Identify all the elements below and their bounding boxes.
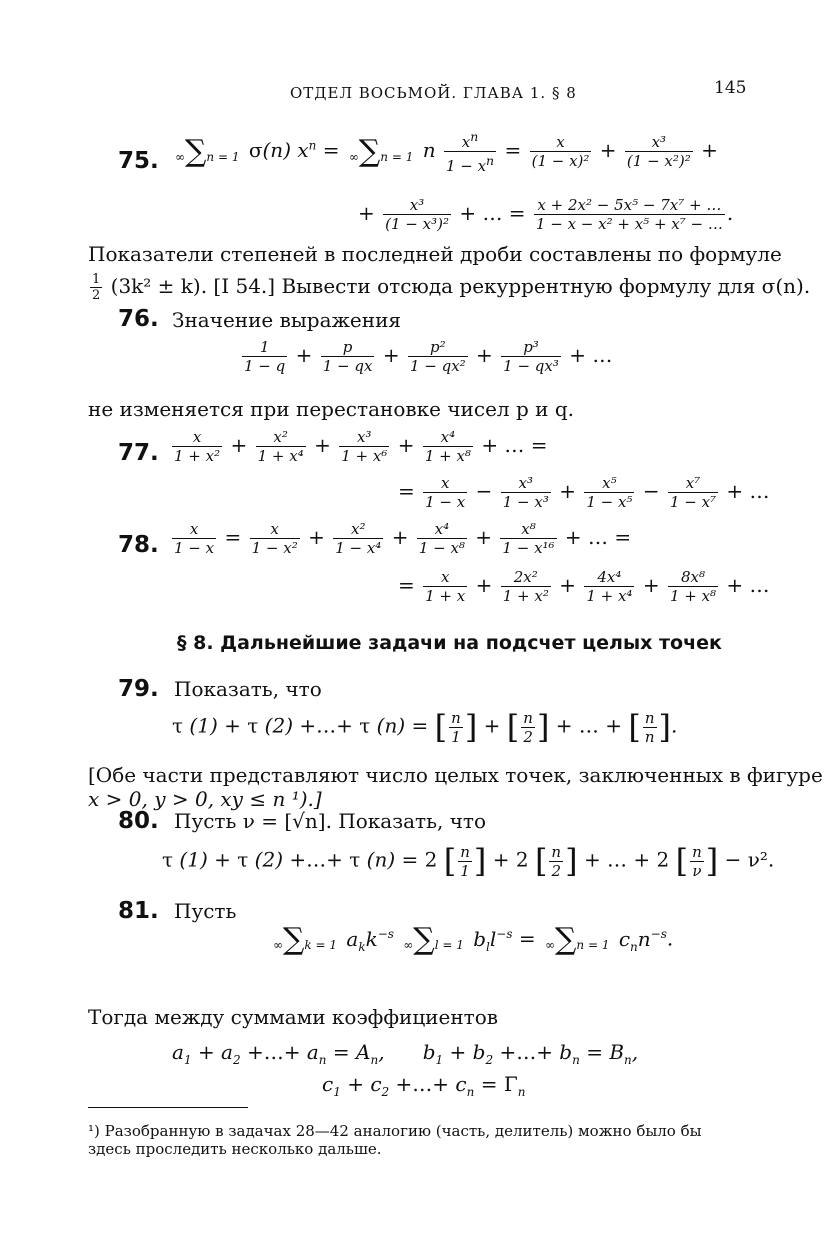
problem-79-note-1: [Обе части представляют число целых точек, заключенных в фигуре — [88, 763, 823, 787]
problem-76-number: 76. — [118, 306, 159, 332]
problem-81-sums-1: $a_1 + a_2$ +…+ $a_n = A_n$, $b_1 + b_2$ +…+ $b_n = B_n$, — [172, 1040, 639, 1067]
problem-75-text-2-row: $\frac{1}{2}$ (3k² ± k). [I 54.] Вывести отсюда рекуррентную формулу для σ(n). — [92, 272, 811, 303]
problem-79-intro: Показать, что — [174, 677, 322, 701]
footnote-line-2: здесь проследить несколько дальше. — [88, 1140, 382, 1158]
page-number: 145 — [714, 78, 747, 98]
problem-80-intro: Пусть ν = [√n]. Показать, что — [174, 809, 487, 833]
problem-81-formula: ∞∑k = 1 $a_kk^{-s}$ ∞∑l = 1 $b_ll^{-s} = \infty\sum n = 1$ $c_nn^{-s}$. — [273, 922, 674, 957]
problem-75-text-1: Показатели степеней в последней дроби составлены по формуле — [88, 242, 782, 266]
problem-80-formula: τ (1) + τ (2) +…+ τ (n) = 2 [ $\frac{n}{1}$ ] + 2 [ $\frac{n}{2}$ ] + … + 2 [ $\frac{n}{\nu}$ ] − ν². — [162, 842, 775, 880]
problem-75-number: 75. — [118, 148, 159, 174]
problem-81-number: 81. — [118, 898, 159, 924]
problem-78-formula-line1: $\frac{x}{1 - x}$ = $\frac{x}{\text{1 − x²}}$ + $\frac{\text{x²}}{\text{1 − x⁴}}$ + $\frac{\text{x⁴}}{\text{1 − x⁸}}$ + $\frac{\text{x⁸}}{\text{1 − x¹⁶}}$ + … = — [174, 520, 632, 557]
problem-78-number: 78. — [118, 532, 159, 558]
problem-79-formula: τ (1) + τ (2) +…+ τ (n) = [ $\frac{n}{1}$ ] + [ $\frac{n}{2}$ ] + … + [ $\frac{n}{n}$ ]. — [172, 708, 678, 746]
footnote-separator — [88, 1107, 248, 1108]
footnote — [88, 1122, 768, 1158]
problem-75-text-2: (3k² ± k). [I 54.] Вывести отсюда рекуррентную формулу для σ(n). — [110, 274, 811, 298]
problem-76-formula: $\frac{1}{1 - q}$ + $\frac{p}{1 - qx}$ + $\frac{\text{p²}}{\text{1 − qx²}}$ + $\frac{\text{p³}}{\text{1 − qx³}}$ + … — [244, 338, 613, 375]
problem-77-formula-line2: = $\frac{x}{1 - x}$ − $\frac{\text{x³}}{\text{1 − x³}}$ + $\frac{\text{x⁵}}{\text{1 − x⁵}}$ − $\frac{\text{x⁷}}{\text{1 − x⁷}}$ + … — [398, 474, 770, 511]
footnote-line-1: ¹) Разобранную в задачах 28—42 аналогию (часть, делитель) можно было бы — [88, 1122, 702, 1140]
section-title: § 8. Дальнейшие задачи на подсчет целых точек — [177, 632, 722, 654]
problem-79-number: 79. — [118, 676, 159, 702]
problem-75-formula-line2: + $\frac{\text{x³}}{\text{(1 − x³)²}}$ + … = $\frac{\text{x + 2x² − 5x⁵ − 7x⁷ + …}}{\text{1 − x − x² + x⁵ + x⁷ − …}}$ . — [358, 196, 734, 233]
running-header: ОТДЕЛ ВОСЬМОЙ. ГЛАВА 1. § 8 — [290, 84, 577, 102]
problem-77-number: 77. — [118, 440, 159, 466]
problem-79-note-2: x > 0, y > 0, xy ≤ n ¹).] — [88, 787, 322, 811]
problem-78-formula-line2: = $\frac{x}{1 + x}$ + $\frac{\text{2x²}}{\text{1 + x²}}$ + $\frac{\text{4x⁴}}{\text{1 + x⁴}}$ + $\frac{\text{8x⁸}}{\text{1 + x⁸}}$ + … — [398, 568, 770, 605]
problem-76-intro: Значение выражения — [172, 308, 402, 332]
problem-76-after: не изменяется при перестановке чисел p и q. — [88, 397, 574, 421]
problem-75-formula-line1: ∞∑n = 1 σ(n) $x^n = \infty\sum n = 1$ n $\frac{x^n}{1 - x^n}$ = $\frac{x}{\text{(1 − x)²}}$ + $\frac{\text{x³}}{\text{(1 − x²)²}}$ + — [175, 129, 718, 175]
problem-81-sums-2: $c_1 + c_2$ +…+ $c_n = \Gamma_n$ — [322, 1072, 526, 1099]
problem-80-number: 80. — [118, 808, 159, 834]
problem-81-intro: Пусть — [174, 899, 237, 923]
problem-81-then: Тогда между суммами коэффициентов — [88, 1005, 499, 1029]
problem-77-formula-line1: $\frac{x}{\text{1 + x²}}$ + $\frac{\text{x²}}{\text{1 + x⁴}}$ + $\frac{\text{x³}}{\text{1 + x⁶}}$ + $\frac{\text{x⁴}}{\text{1 + x⁸}}$ + … = — [174, 428, 548, 465]
